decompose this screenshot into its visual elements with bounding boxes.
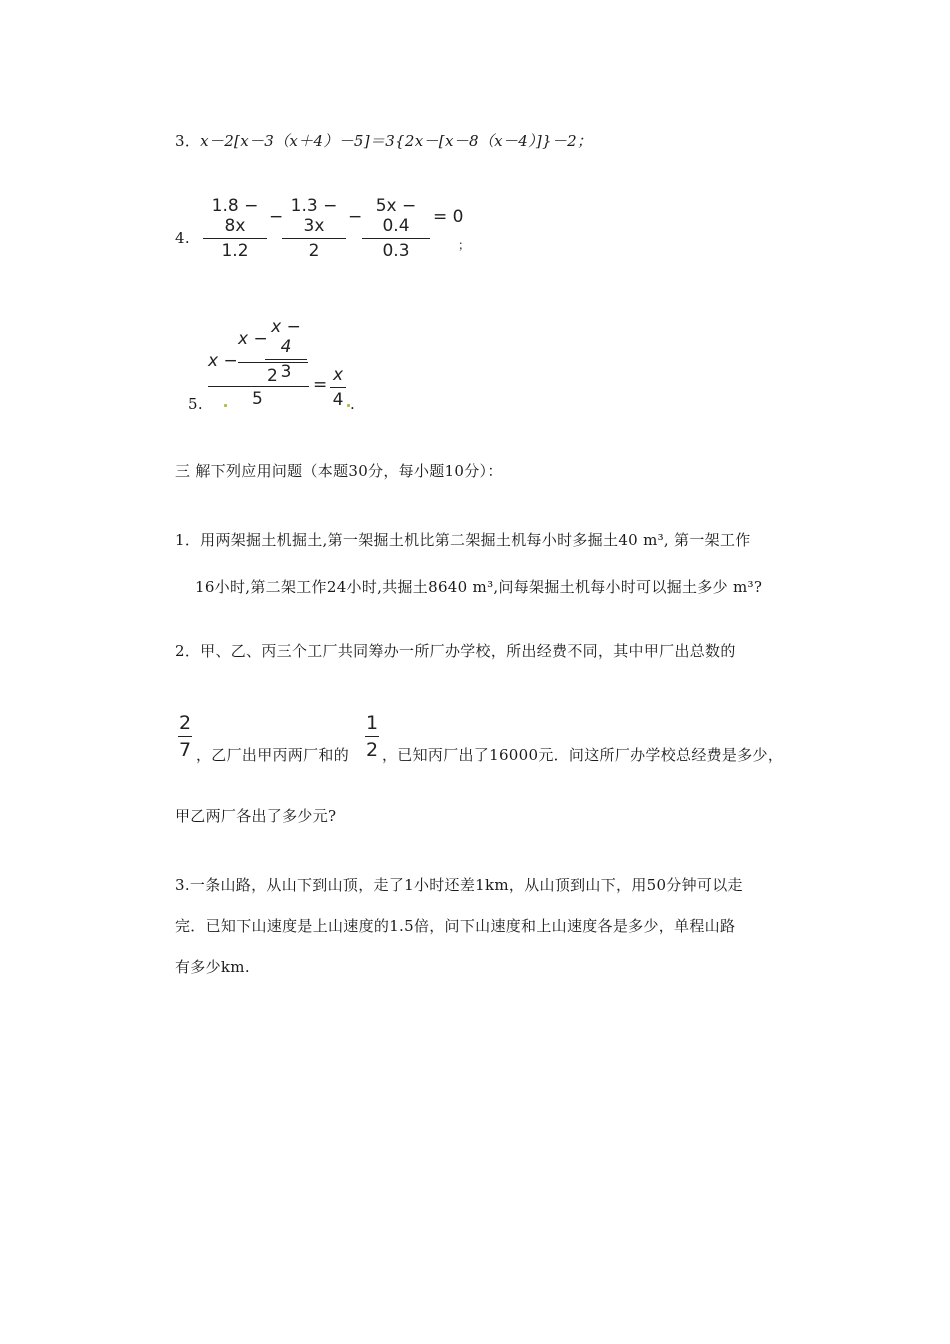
equals-zero: = 0 bbox=[433, 207, 464, 227]
problem-3 bbox=[175, 130, 592, 151]
marker-dot bbox=[224, 404, 227, 407]
section-3-title: 三 解下列应用问题（本题30分，每小题10分）： bbox=[175, 462, 503, 480]
question-3-line-3: 有多少km. bbox=[175, 958, 250, 976]
fraction-bar bbox=[265, 359, 307, 360]
fraction-numerator: 1.3 − 3x bbox=[290, 196, 338, 236]
fraction-bar bbox=[330, 387, 346, 388]
fraction-denominator: 2 bbox=[365, 739, 379, 761]
fraction-bar bbox=[362, 238, 430, 239]
fraction-denominator: 2 bbox=[308, 241, 320, 261]
question-1-line-1: 1．用两架掘土机掘土,第一架掘土机比第二架掘土机每小时多掘土40 m³, 第一架工作 bbox=[175, 531, 751, 549]
fraction-bar bbox=[282, 238, 346, 239]
problem-4-end-mark: ； bbox=[458, 238, 471, 252]
outer-denominator: 5 bbox=[252, 389, 263, 409]
outer-lead: x − bbox=[208, 351, 238, 371]
fraction-numerator: 1.8 − 8x bbox=[211, 196, 259, 236]
middle-lead: x − bbox=[238, 329, 268, 349]
middle-fraction-bar bbox=[238, 362, 308, 363]
fraction-two-sevenths bbox=[178, 712, 192, 761]
minus-sign: − bbox=[348, 207, 363, 227]
fraction-bar bbox=[203, 238, 267, 239]
problem-4-fraction-3 bbox=[362, 196, 430, 261]
question-3-line-2: 完．已知下山速度是上山速度的1.5倍，问下山速度和上山速度各是多少，单程山路 bbox=[175, 917, 736, 935]
question-2-mid-text: ，乙厂出甲丙两厂和的 bbox=[196, 746, 350, 764]
rhs-numerator: x bbox=[332, 365, 344, 385]
fraction-bar bbox=[365, 736, 379, 737]
question-1-line-2: 16小时,第二架工作24小时,共掘土8640 m³,问每架掘土机每小时可以掘土多少 m³? bbox=[195, 578, 763, 596]
problem-4-fraction-1 bbox=[203, 196, 267, 261]
problem-4-number: 4. bbox=[175, 229, 190, 247]
fraction-numerator: 1 bbox=[365, 712, 379, 734]
equals-sign: = bbox=[313, 375, 328, 395]
inner-numerator: x − 4 bbox=[271, 317, 301, 357]
middle-denominator: 2 bbox=[267, 366, 278, 386]
rhs-denominator: 4 bbox=[332, 390, 344, 410]
fraction-bar bbox=[178, 736, 192, 737]
problem-4-fraction-2 bbox=[282, 196, 346, 261]
outer-fraction-bar bbox=[208, 386, 309, 387]
problem-3-number: 3． bbox=[175, 132, 201, 150]
problem-5-end-mark: . bbox=[350, 395, 356, 413]
fraction-one-half bbox=[365, 712, 379, 761]
fraction-denominator: 7 bbox=[178, 739, 192, 761]
problem-5-number: 5. bbox=[188, 395, 203, 413]
question-2-line-1: 2．甲、乙、丙三个工厂共同筹办一所厂办学校，所出经费不同，其中甲厂出总数的 bbox=[175, 642, 736, 660]
fraction-denominator: 1.2 bbox=[221, 241, 249, 261]
question-3-line-1: 3.一条山路，从山下到山顶，走了1小时还差1km，从山顶到山下，用50分钟可以走 bbox=[175, 876, 743, 894]
fraction-numerator: 5x − 0.4 bbox=[375, 196, 417, 236]
question-2-line-3: 甲乙两厂各出了多少元? bbox=[175, 807, 337, 825]
problem-3-equation: x－2[x－3（x＋4）－5]＝3{2x－[x－8（x－4）]}－2； bbox=[200, 132, 593, 150]
rhs-fraction bbox=[330, 365, 346, 410]
fraction-denominator: 0.3 bbox=[382, 241, 410, 261]
fraction-numerator: 2 bbox=[178, 712, 192, 734]
inner-denominator: 3 bbox=[280, 362, 292, 382]
question-2-tail-text: ，已知丙厂出了16000元．问这所厂办学校总经费是多少， bbox=[382, 746, 784, 764]
minus-sign: − bbox=[269, 207, 284, 227]
